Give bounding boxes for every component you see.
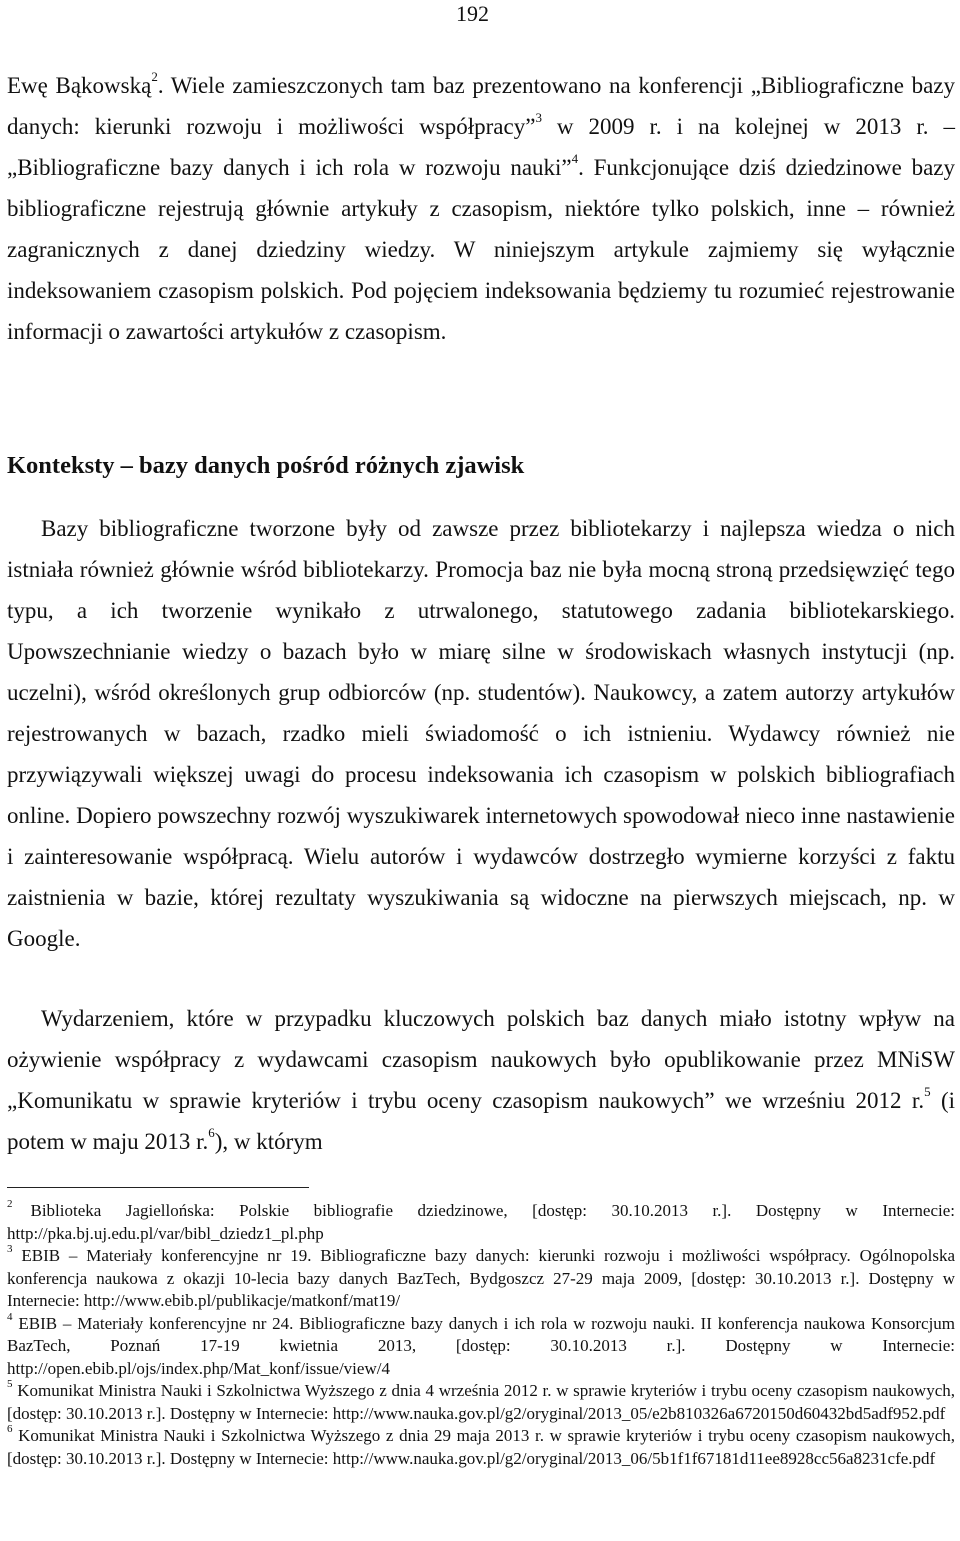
intro-text-1: Ewę Bąkowską (7, 73, 152, 98)
intro-text-3: w 2009 r. i na kolejnej w 2013 r. – „Bibliograficzne bazy danych i ich rola w rozwoju nauki” (7, 114, 955, 180)
body-paragraph-1 (7, 508, 955, 959)
body-paragraph-1-text: Bazy bibliograficzne tworzone były od zawsze przez bibliotekarzy i najlepsza wiedza o nich istniała również głównie wśród bibliotekarzy. Promocja baz nie była mocną stroną przedsięwzięć tego typu, a ich tworzenie wynikało z utrwalonego, statutowego zadania bibliotekarskiego. Upowszechnianie wiedzy o bazach było w miarę silne w środowiskach własnych instytucji (np. uczelni), wśród określonych grup odbiorców (np. studentów). Naukowcy, a zatem autorzy artykułów rejestrowanych w bazach, rzadko mieli świadomość o ich istnieniu. Wydawcy również nie przywiązywali większej uwagi do procesu indeksowania ich czasopism w polskich bibliografiach online. Dopiero powszechny rozwój wyszukiwarek internetowych spowodował nieco inne nastawienie i zainteresowanie współpracą. Wielu autorów i wydawców dostrzegło wymierne korzyści z faktu zaistnienia w bazie, której rezultaty wyszukiwania są widoczne na pierwszych miejscach, np. w Google. (7, 516, 955, 951)
footnote-text: Komunikat Ministra Nauki i Szkolnictwa Wyższego z dnia 29 maja 2013 r. w sprawie kryteriów i trybu oceny czasopism naukowych, [dostęp: 30.10.2013 r.]. Dostępny w Internecie: http://www.nauka.gov.pl/g2/oryginal/2013_06/5b1f1f67181d11ee8928cc56a8231cfe.pdf (7, 1426, 955, 1468)
footnote-3 (7, 1245, 955, 1313)
page-number: 192 (456, 1, 489, 26)
intro-text-4: . Funkcjonujące dziś dziedzinowe bazy bibliograficzne rejestrują głównie artykuły z czasopism, niektóre tylko polskich, inne – również zagranicznych z danej dziedziny wiedzy. W niniejszym artykule zajmiemy się wyłącznie indeksowaniem czasopism polskich. Pod pojęciem indeksowania będziemy tu rozumieć rejestrowanie informacji o zawartości artykułów z czasopism. (7, 155, 955, 344)
section-heading: Konteksty – bazy danych pośród różnych zjawisk (7, 452, 525, 479)
intro-paragraph (7, 65, 955, 352)
footnote-5 (7, 1380, 955, 1425)
footnote-divider (7, 1187, 309, 1188)
body-paragraph-2 (7, 998, 955, 1162)
footnote-2 (7, 1200, 955, 1245)
footnotes (7, 1200, 955, 1470)
footnote-text: EBIB – Materiały konferencyjne nr 19. Bibliograficzne bazy danych: kierunki rozwoju i możliwości współpracy. Ogólnopolska konferencja naukowa z okazji 10-lecia bazy danych BazTech, Bydgoszcz 27-29 maja 2009, [dostęp: 30.10.2013 r.]. Dostępny w Internecie: http://www.ebib.pl/publikacje/matkonf/mat19/ (7, 1246, 955, 1310)
footnote-text: EBIB – Materiały konferencyjne nr 24. Bibliograficzne bazy danych i ich rola w rozwoju nauki. II konferencja naukowa Konsorcjum BazTech, Poznań 17-19 kwietnia 2013, [dostęp: 30.10.2013 r.]. Dostępny w Internecie: http://open.ebib.pl/ojs/index.php/Mat_konf/issue/view/4 (7, 1313, 956, 1378)
footnote-ref-6[interactable]: 6 (208, 1125, 215, 1141)
footnote-ref-4[interactable]: 4 (571, 151, 579, 167)
footnote-text: Komunikat Ministra Nauki i Szkolnictwa Wyższego z dnia 4 września 2012 r. w sprawie kryteriów i trybu oceny czasopism naukowych, [dostęp: 30.10.2013 r.]. Dostępny w Internecie: http://www.nauka.gov.pl/g2/oryginal/2013_05/e2b810326a6720150d60432bd5adf952.pdf (7, 1381, 955, 1423)
footnote-ref-5[interactable]: 5 (924, 1084, 931, 1100)
footnote-6 (7, 1425, 955, 1470)
footnote-4 (7, 1310, 956, 1381)
body-paragraph-2-text-3: ), w którym (214, 1129, 323, 1154)
body-paragraph-2-text-2: (i potem w maju 2013 r. (7, 1088, 955, 1154)
footnote-number: 2 (7, 1198, 13, 1211)
footnote-number: 5 (7, 1378, 13, 1391)
footnote-text: Biblioteka Jagiellońska: Polskie bibliografie dziedzinowe, [dostęp: 30.10.2013 r.]. Dostępny w Internecie: http://pka.bj.uj.edu.pl/var/bibl_dziedz1_pl.php (7, 1201, 955, 1243)
footnote-ref-3[interactable]: 3 (535, 110, 542, 126)
footnote-number: 6 (7, 1423, 13, 1436)
intro-text-2: . Wiele zamieszczonych tam baz prezentowano na konferencji „Bibliograficzne bazy danych: kierunki rozwoju i możliwości współpracy” (7, 73, 956, 139)
footnote-number: 4 (7, 1310, 13, 1323)
footnote-ref-2[interactable]: 2 (151, 69, 158, 85)
body-paragraph-2-text-1: Wydarzeniem, które w przypadku kluczowych polskich baz danych miało istotny wpływ na ożywienie współpracy z wydawcami czasopism naukowych było opublikowanie przez MNiSW „Komunikatu w sprawie kryteriów i trybu oceny czasopism naukowych” we wrześniu 2012 r. (7, 1006, 955, 1113)
footnote-number: 3 (7, 1243, 13, 1256)
